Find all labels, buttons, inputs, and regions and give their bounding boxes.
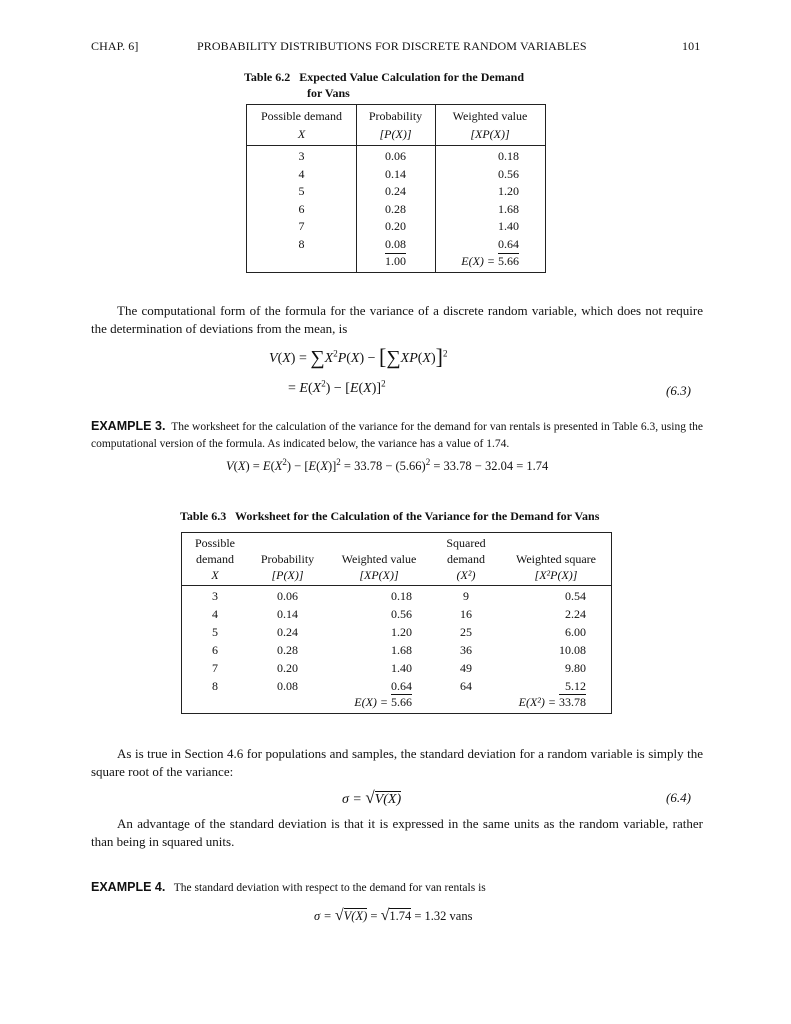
table-cell: 0.14 — [277, 607, 298, 621]
paragraph-variance-intro: The computational form of the formula for the variance of a discrete random variable, which does not require the determination of deviations from the mean, is — [91, 303, 703, 336]
paragraph-std-dev-intro: As is true in Section 4.6 for populations and samples, the standard deviation for a random variable is simply the square root of the variance: — [91, 746, 703, 779]
table-cell: 3 — [212, 589, 218, 603]
expected-value: E(X) = 5.66 — [354, 695, 412, 709]
table-cell: 6 — [212, 643, 218, 657]
col-header-squared-demand: Squared demand (X²) — [446, 536, 486, 582]
table-6-3 — [181, 532, 612, 714]
table-cell: 4 — [212, 607, 218, 621]
table-6-2-title-line2: for Vans — [307, 86, 350, 100]
table-cell: 0.24 — [277, 625, 298, 639]
chapter-label: CHAP. 6] — [91, 39, 139, 53]
table-cell: 36 — [460, 643, 472, 657]
table-cell: 5 — [212, 625, 218, 639]
col-header-probability: Probability [P(X)] — [368, 109, 423, 141]
table-cell: 25 — [460, 625, 472, 639]
table-cell: 4 — [298, 166, 305, 181]
col-header-weighted-value: Weighted value [XP(X)] — [341, 552, 417, 582]
table-cell: 0.56 — [391, 607, 412, 621]
example-3-label: EXAMPLE 3. — [91, 419, 166, 433]
table-6-2 — [246, 104, 546, 273]
table-cell: 9.80 — [565, 661, 586, 675]
example-4-formula: σ = √V(X) = √1.74 = 1.32 vans — [314, 907, 473, 924]
table-cell: 3 — [298, 149, 305, 163]
table-cell: 1.40 — [498, 219, 519, 233]
table-cell: 49 — [460, 661, 472, 675]
table-cell: 0.08 — [277, 679, 298, 693]
table-6-2-label: Table 6.2 — [244, 70, 291, 84]
formula-6-3-line2: = $E(X^2) - [E(X)]^2$ — [288, 378, 386, 396]
col-header-demand: Possible demand X — [261, 109, 342, 141]
example-4 — [91, 880, 486, 894]
col-header-weighted-square: Weighted square [X²P(X)] — [515, 552, 596, 582]
table-cell: 9 — [463, 589, 469, 603]
expected-value: E(X) = 5.66 — [461, 254, 519, 268]
table-6-3-caption — [180, 509, 599, 524]
table-cell: 1.68 — [391, 643, 412, 657]
table-cell: 0.20 — [385, 219, 406, 233]
table-cell: 0.08 — [385, 236, 406, 251]
table-cell: 5.12 — [565, 679, 586, 693]
table-cell: 64 — [460, 679, 472, 693]
example-3 — [91, 418, 703, 453]
table-cell: 6 — [298, 201, 305, 216]
table-cell: 0.18 — [498, 149, 519, 163]
equation-number-6-4: (6.4) — [666, 790, 691, 805]
total-probability: 1.00 — [385, 254, 406, 268]
example-3-text: The worksheet for the calculation of the variance for the demand for van rentals is presented in Table 6.3, using the computational version of the formula. As indicated below, the variance has a value of 1.74. — [91, 421, 704, 450]
formula-6-4-radicand: V(X) — [374, 792, 402, 807]
table-cell: 0.64 — [391, 679, 412, 693]
table-cell: 0.18 — [391, 589, 412, 603]
col-header-weighted-value: Weighted value [XP(X)] — [452, 109, 528, 141]
table-6-3-label: Table 6.3 — [180, 509, 227, 523]
table-cell: 7 — [298, 219, 305, 233]
table-cell: 1.20 — [391, 625, 412, 639]
table-cell: 1.40 — [391, 661, 412, 675]
table-cell: 6.00 — [565, 625, 586, 639]
table-cell: 0.20 — [277, 661, 298, 675]
example-3-formula: $V(X) = E(X^2) - [E(X)]^2 = 33.78 - (5.66)^2 = 33.78 - 32.04 = 1.74$ — [226, 456, 549, 473]
table-cell: 16 — [460, 607, 472, 621]
equation-number-6-3: (6.3) — [666, 383, 691, 398]
table-cell: 0.28 — [385, 201, 406, 216]
formula-6-4: σ = √V(X) — [342, 788, 402, 807]
table-cell: 8 — [212, 679, 218, 693]
table-6-2-caption — [244, 69, 524, 101]
table-cell: 5 — [298, 184, 305, 198]
paragraph-std-dev-advantage: An advantage of the standard deviation is that it is expressed in the same units as the random variable, rather than being in squared units. — [91, 816, 703, 849]
table-cell: 10.08 — [559, 643, 586, 657]
example-4-label: EXAMPLE 4. — [91, 880, 166, 894]
col-header-possible-demand: Possible demand X — [194, 536, 235, 582]
table-cell: 2.24 — [565, 607, 586, 621]
table-cell: 1.68 — [498, 201, 519, 216]
table-cell: 0.24 — [385, 184, 406, 198]
table-cell: 7 — [212, 661, 218, 675]
table-cell: 1.20 — [498, 184, 519, 198]
table-6-3-title: Worksheet for the Calculation of the Variance for the Demand for Vans — [235, 509, 600, 523]
table-cell: 0.54 — [565, 589, 586, 603]
table-cell: 0.64 — [498, 236, 519, 251]
example-4-text: The standard deviation with respect to the demand for van rentals is — [173, 882, 486, 894]
running-title: PROBABILITY DISTRIBUTIONS FOR DISCRETE RANDOM VARIABLES — [197, 39, 587, 53]
page-number: 101 — [682, 39, 701, 53]
table-cell: 8 — [298, 236, 305, 251]
table-6-2-title-line1: Expected Value Calculation for the Demand — [299, 70, 525, 84]
table-cell: 0.56 — [498, 166, 519, 181]
table-cell: 0.28 — [277, 643, 298, 657]
formula-6-3-line1: $V(X) = \sum X^2P(X) - [\sum XP(X)]^2$ — [269, 344, 448, 369]
col-header-probability: Probability [P(X)] — [260, 552, 315, 582]
table-cell: 0.14 — [385, 166, 406, 181]
table-cell: 0.06 — [385, 149, 406, 163]
table-cell: 0.06 — [277, 589, 298, 603]
expected-square-value: E(X²) = 33.78 — [518, 695, 586, 709]
